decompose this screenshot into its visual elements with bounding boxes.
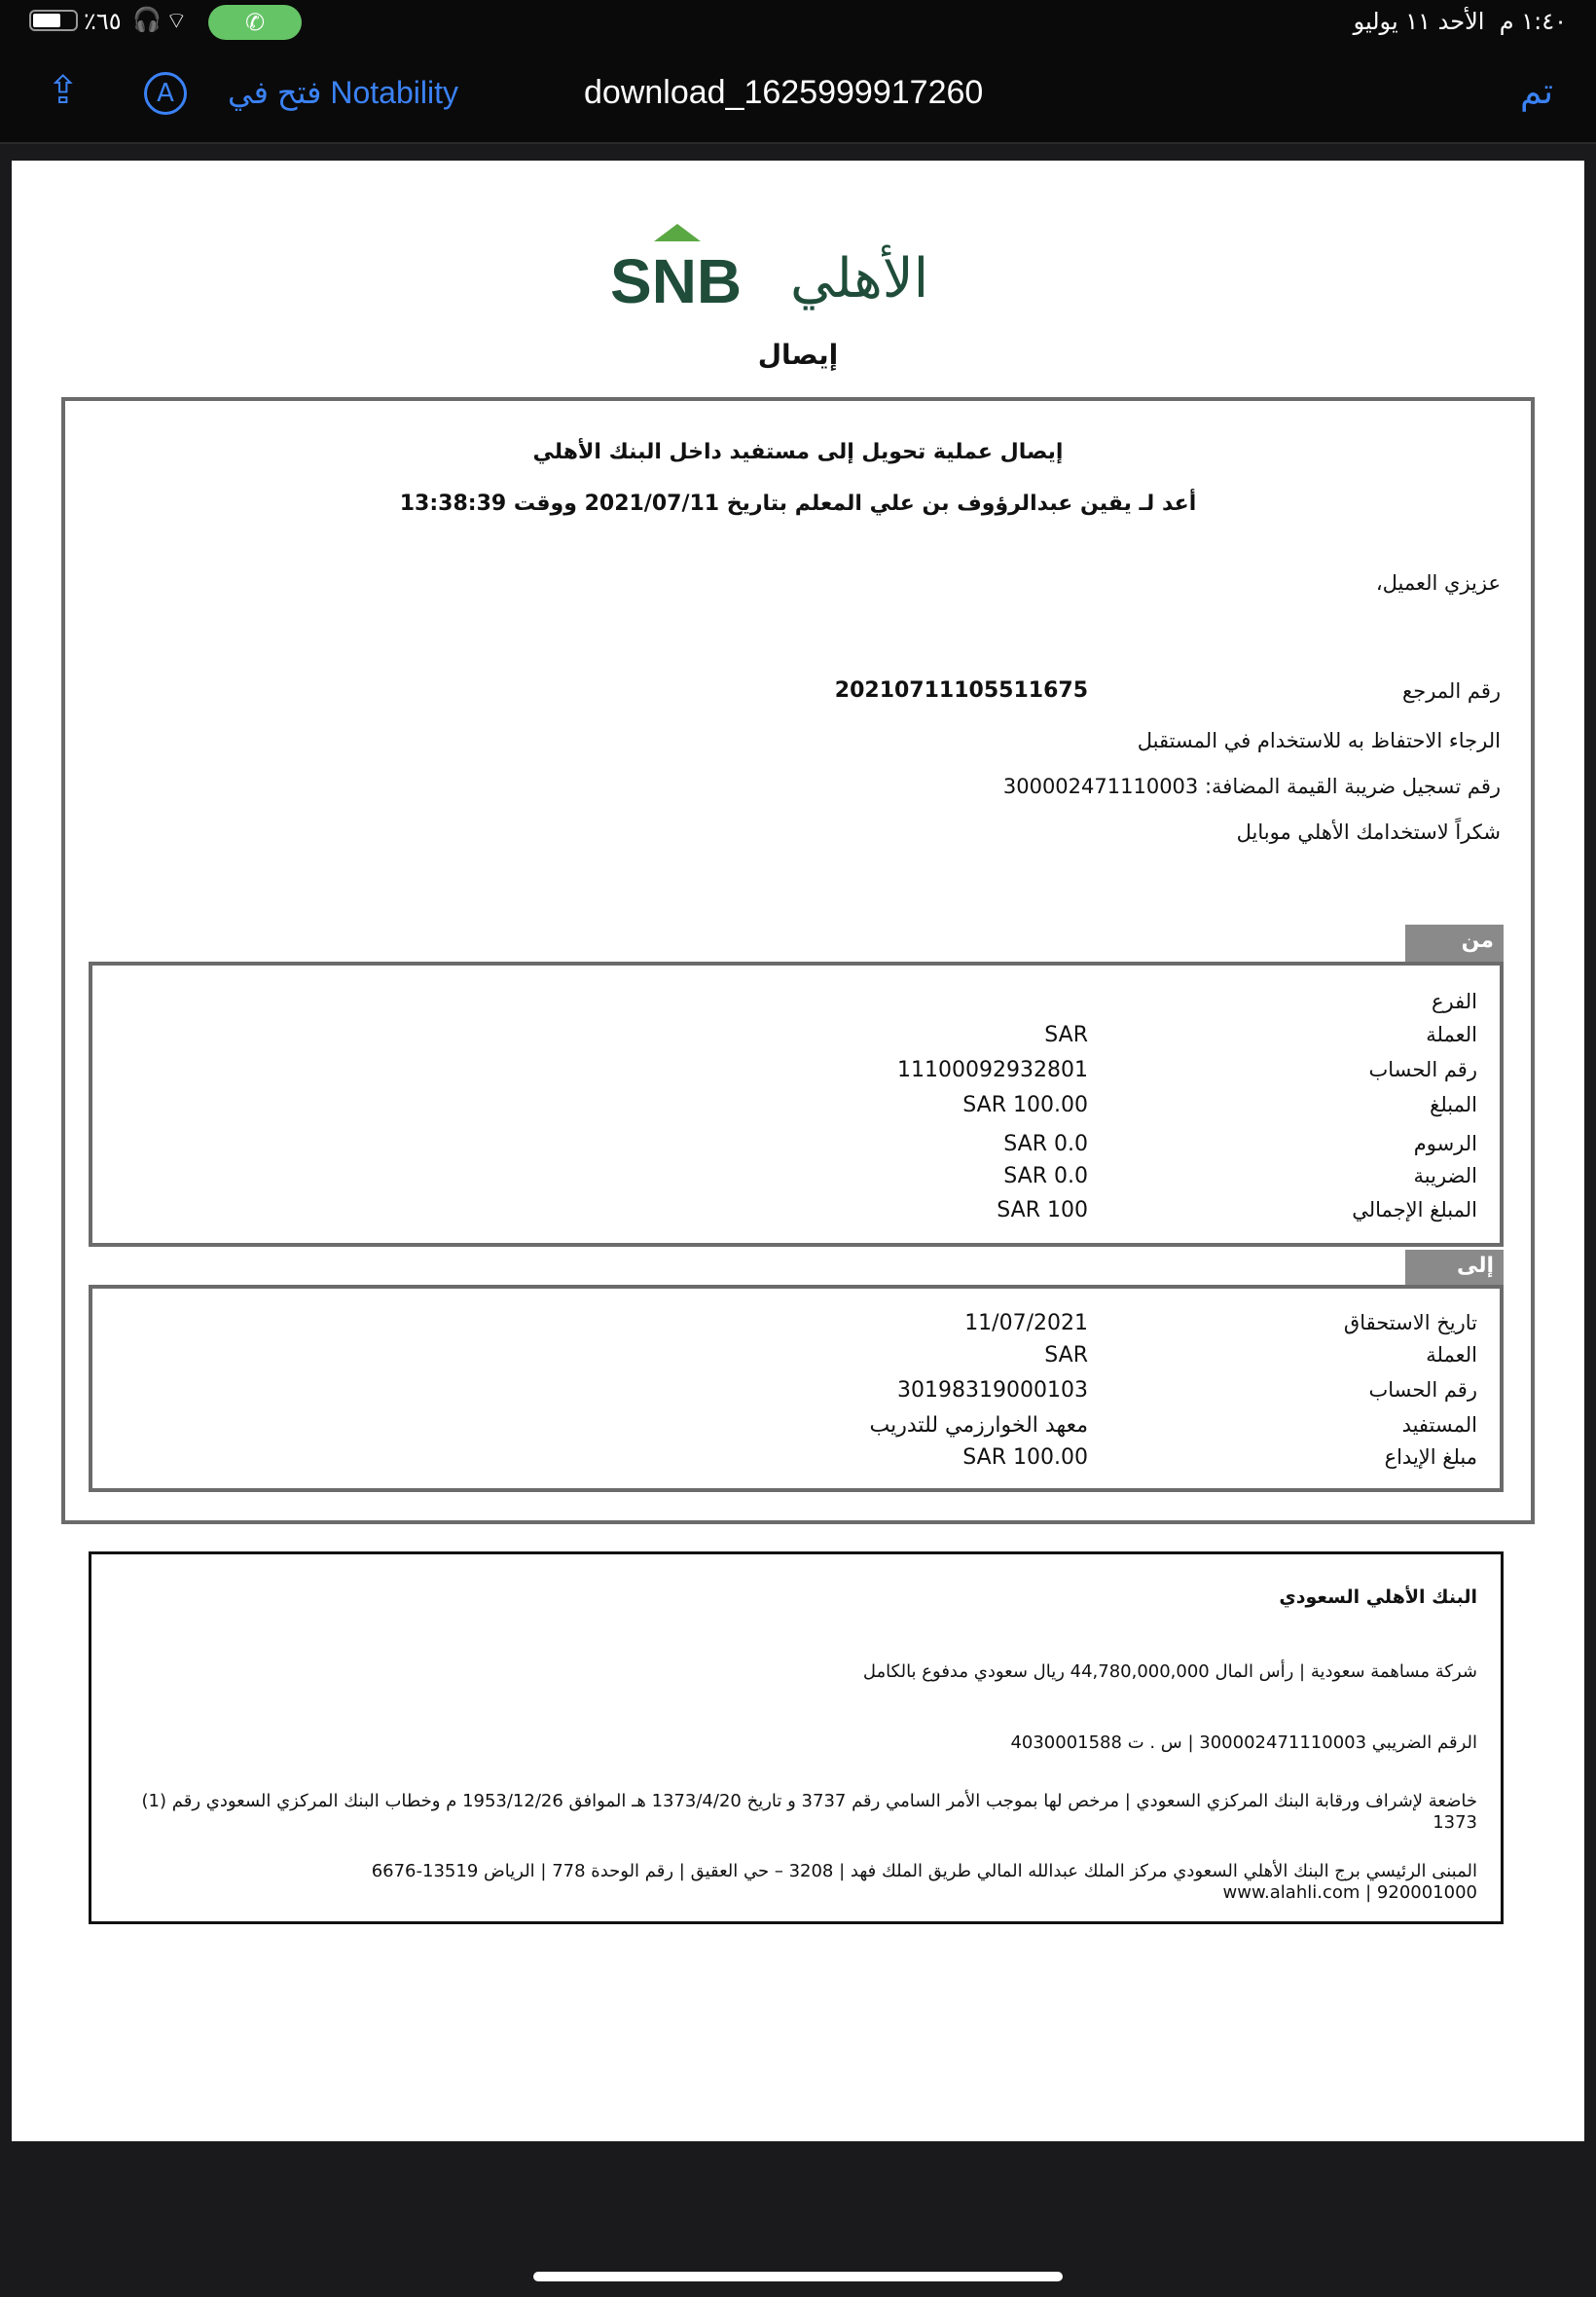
row-value: 11/07/2021 xyxy=(964,1311,1088,1335)
home-indicator[interactable] xyxy=(533,2272,1063,2281)
vat-number: رقم تسجيل ضريبة القيمة المضافة: 300002471110003 xyxy=(1002,775,1501,798)
row-value: 0.0 SAR xyxy=(1003,1132,1088,1156)
footer-bank-name: البنك الأهلي السعودي xyxy=(1279,1586,1477,1608)
row-value: 100 SAR xyxy=(997,1198,1088,1222)
ref-value: 20210711105511675 xyxy=(834,678,1088,703)
receipt-heading: إيصال عملية تحويل إلى مستفيد داخل البنك الأهلي xyxy=(532,440,1064,464)
from-tab: من xyxy=(1405,925,1504,962)
done-button[interactable]: تم xyxy=(1520,72,1553,112)
row-value: SAR xyxy=(1044,1343,1088,1367)
snb-logo: SNB الأهلي xyxy=(610,224,961,321)
call-indicator[interactable] xyxy=(208,5,302,40)
greeting: عزيزي العميل، xyxy=(1375,571,1501,595)
row-value: 30198319000103 xyxy=(897,1378,1088,1403)
row-label: تاريخ الاستحقاق xyxy=(1343,1311,1477,1334)
row-label: المستفيد xyxy=(1401,1413,1477,1437)
to-box xyxy=(89,1285,1504,1492)
row-label: مبلغ الإيداع xyxy=(1384,1445,1477,1469)
time: ١:٤٠ م xyxy=(1499,8,1567,35)
row-value: 100.00 SAR xyxy=(962,1093,1088,1117)
row-label: المبلغ الإجمالي xyxy=(1352,1198,1477,1221)
to-tab: إلى xyxy=(1405,1250,1504,1285)
row-label: رقم الحساب xyxy=(1368,1058,1477,1081)
row-label: الفرع xyxy=(1432,990,1477,1013)
row-label: العملة xyxy=(1426,1343,1477,1367)
document-page xyxy=(12,161,1584,2141)
row-value: 11100092932801 xyxy=(897,1058,1088,1082)
open-in-button[interactable]: فتح في Notability xyxy=(228,75,458,110)
wifi-icon: ⌔ xyxy=(165,7,188,34)
footer-address: المبنى الرئيسي برج البنك الأهلي السعودي مركز الملك عبدالله المالي طريق الملك فهد | 3208 – حي العقيق | رقم الوحدة 778 | الرياض 13519-6676 xyxy=(371,1861,1477,1881)
date: الأحد ١١ يوليو xyxy=(1353,8,1485,35)
row-label: الضريبة xyxy=(1413,1164,1477,1187)
footer-contact: 920001000 | www.alahli.com xyxy=(1222,1882,1477,1903)
battery-icon xyxy=(29,10,78,31)
markup-icon[interactable]: A xyxy=(144,72,187,115)
row-value: 100.00 SAR xyxy=(962,1445,1088,1470)
row-label: المبلغ xyxy=(1430,1093,1477,1116)
footer-tax: الرقم الضريبي 300002471110003 | س . ت 4030001588 xyxy=(1010,1732,1477,1753)
row-label: الرسوم xyxy=(1413,1132,1477,1155)
share-icon[interactable]: ⇪ xyxy=(47,68,80,113)
nav-bar xyxy=(0,47,1596,144)
row-value: 0.0 SAR xyxy=(1003,1164,1088,1188)
from-box xyxy=(89,962,1504,1247)
prepared-for: أعد لـ يقين عبدالرؤوف بن علي المعلم بتاريخ 2021/07/11 ووقت 13:38:39 xyxy=(399,492,1197,516)
receipt-title: إيصال xyxy=(757,339,839,371)
row-value: معهد الخوارزمي للتدريب xyxy=(869,1413,1088,1438)
ref-label: رقم المرجع xyxy=(1402,679,1501,703)
battery-percent: ٪٦٥ xyxy=(84,8,122,35)
row-label: رقم الحساب xyxy=(1368,1378,1477,1402)
row-label: العملة xyxy=(1426,1023,1477,1046)
document-title: download_1625999917260 xyxy=(584,74,984,111)
footer-license: خاضعة لإشراف ورقابة البنك المركزي السعودي | مرخص لها بموجب الأمر السامي رقم 3737 و تاريخ 1373/4/20 هـ الموافق 1953/12/26 م وخطاب البنك المركزي السعودي رقم (1) 1373 xyxy=(141,1791,1477,1833)
row-value: SAR xyxy=(1044,1023,1088,1047)
footer-capital: شركة مساهمة سعودية | رأس المال 44,780,000,000 ريال سعودي مدفوع بالكامل xyxy=(862,1661,1477,1682)
status-bar xyxy=(0,0,1596,47)
thanks-note: شكراً لاستخدامك الأهلي موبايل xyxy=(1236,820,1501,844)
keep-note: الرجاء الاحتفاظ به للاستخدام في المستقبل xyxy=(1137,729,1501,752)
phone-icon: ✆ xyxy=(244,9,266,36)
headphones-icon: 🎧 xyxy=(132,6,162,33)
